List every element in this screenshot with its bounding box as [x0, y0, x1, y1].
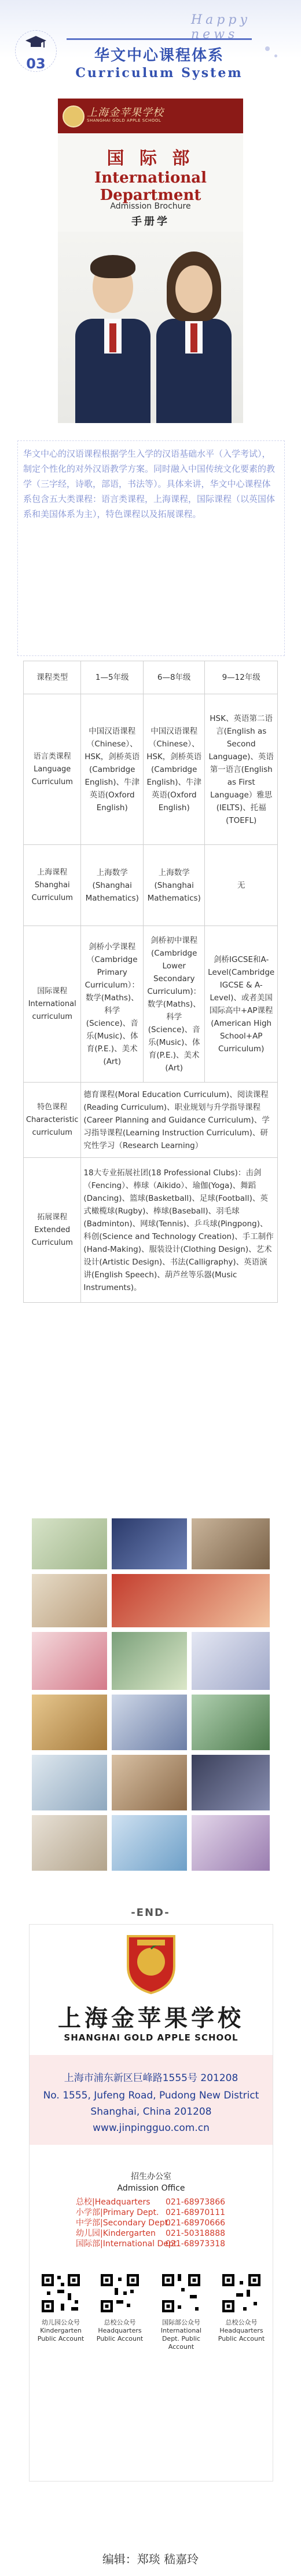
activity-photo [192, 1815, 270, 1871]
title-bar [67, 38, 252, 85]
section-number: 03 [26, 56, 46, 72]
qr-caption-en: Kindergarten Public Account [37, 2327, 85, 2342]
brochure-cover-image [58, 99, 243, 423]
cover-dept-en: International Department [94, 169, 207, 204]
qr-caption-en: Headquarters Public Account [96, 2327, 144, 2342]
contact-label: 总校|Headquarters [76, 2198, 150, 2207]
table-header-row [24, 661, 278, 694]
qr-caption [152, 2319, 210, 2351]
activity-photo [32, 1632, 107, 1690]
activity-photo [32, 1755, 107, 1810]
table-cell: 无 [205, 845, 278, 926]
table-cell-wide: 德育课程(Moral Education Curriculum)、阅读课程(Reading Curriculum)、职业规划与升学指导课程(Career Planning and Guidance Curriculum)、学习指导课程(Learning Instruction Curriculum)、研究性学习（Research Learning） [81, 1083, 278, 1158]
decor-dot [274, 54, 277, 57]
contact-row [76, 2239, 232, 2249]
activity-photo [192, 1518, 270, 1569]
activity-photo [192, 1755, 270, 1810]
contact-label: 国际部|International Dept. [76, 2239, 179, 2249]
table-row [24, 1158, 278, 1303]
activity-photo [32, 1695, 107, 1750]
graduation-cap-icon [24, 35, 47, 52]
table-cell: 上海数学(Shanghai Mathematics) [81, 845, 144, 926]
table-header: 课程类型 [24, 661, 81, 694]
cover-top-band [58, 99, 243, 133]
editor-credit: 编辑：郑琰 嵇嘉玲 [102, 2552, 199, 2566]
activity-photo [112, 1518, 187, 1569]
qr-caption [32, 2319, 90, 2343]
cover-dept-cn: 国 际 部 [107, 148, 194, 169]
school-emblem-icon [63, 105, 85, 127]
school-emblem-icon [122, 1932, 180, 1995]
activity-photo [32, 1518, 107, 1569]
contact-row [76, 2207, 232, 2218]
address-en-line1: No. 1555, Jufeng Road, Pudong New District [43, 2090, 259, 2101]
admission-office-en: Admission Office [117, 2184, 185, 2193]
table-cell: 中国汉语课程（Chinese）、HSK，剑桥英语(Cambridge English)、牛津英语(Oxford English) [144, 694, 205, 845]
contact-phone[interactable]: 021-68973318 [166, 2239, 226, 2249]
admission-office-cn: 招生办公室 [131, 2172, 171, 2181]
table-header: 1—5年级 [81, 661, 144, 694]
contact-phone[interactable]: 021-50318888 [166, 2229, 226, 2238]
qr-caption [91, 2319, 149, 2343]
contact-phone[interactable]: 021-68973866 [166, 2198, 226, 2207]
activity-photo [32, 1574, 107, 1627]
activity-photo [112, 1632, 187, 1690]
table-row [24, 694, 278, 845]
qr-caption-en: International Dept. Public Account [160, 2327, 202, 2351]
cover-brochure-label: Admission Brochure [110, 202, 191, 211]
activity-photo [192, 1695, 270, 1750]
table-row [24, 845, 278, 926]
row-label: 上海课程 Shanghai Curriculum [24, 845, 81, 926]
address-block [30, 2055, 273, 2145]
row-label: 特色课程 Characteristic curriculum [24, 1083, 81, 1158]
table-header: 6—8年级 [144, 661, 205, 694]
admission-office-label [30, 2171, 273, 2194]
qr-caption-cn: 国际部公众号 [162, 2319, 200, 2326]
table-cell-wide: 18大专业拓展社团(18 Professional Clubs)：击剑（Fencing）、棒球（Aikido）、瑜伽(Yoga)、舞蹈(Dancing)、篮球(Basketball)、足球(Football)、英式橄榄球(Rugby)、棒球(Baseball)、羽毛球(Badminton)、网球(Tennis)、乒乓球(Pingpong)、科创(Science and Technology Creation)、手工制作(Hand-Making)、服装设计(Clothing Design)、艺术设计(Artistic Design)、书法(Calligraphy)、英语演讲(English Speech)、葫芦丝等乐器(Music Instruments)。 [81, 1158, 278, 1303]
qr-code-icon[interactable] [160, 2272, 202, 2314]
contact-phone[interactable]: 021-68970666 [166, 2218, 226, 2228]
page-title-cn: 华文中心课程体系 [94, 47, 224, 64]
activity-photo [112, 1815, 187, 1871]
activity-photo [192, 1632, 270, 1690]
contact-row [76, 2197, 232, 2207]
contact-label: 中学部|Secondary Dept. [76, 2218, 171, 2228]
qr-caption [212, 2319, 270, 2343]
activity-photo [32, 1815, 107, 1871]
address-cn: 上海市浦东新区巨峰路1555号 201208 [64, 2072, 238, 2084]
table-row [24, 1083, 278, 1158]
activity-photo [112, 1695, 187, 1750]
contact-label: 小学部|Primary Dept. [76, 2208, 159, 2217]
website-link[interactable]: www.jinpingguo.com.cn [93, 2122, 210, 2134]
school-contact-card [29, 1924, 273, 2482]
qr-code-icon[interactable] [221, 2272, 262, 2314]
qr-code-icon[interactable] [99, 2272, 141, 2314]
end-marker: -END- [131, 1907, 170, 1919]
row-label: 国际课程 International curriculum [24, 926, 81, 1083]
row-label: 拓展课程 Extended Curriculum [24, 1158, 81, 1303]
intro-paragraph: 华文中心的汉语课程根据学生入学的汉语基础水平（入学考试），制定个性化的对外汉语教学方案。同时融入中国传统文化要素的教学（三字经，诗歌，部语，书法等）。具体来讲，华文中心课程体系包含五大类课程：语言类课程，上海课程，国际课程（以英国体系和美国体系为主），特色课程以及拓展课程。 [23, 449, 276, 519]
contact-row [76, 2218, 232, 2228]
page-title-en: Curriculum System [75, 65, 243, 81]
table-cell: 剑桥初中课程(Cambridge Lower Secondary Curriculum)：数学(Maths)、科学(Science)、音乐(Music)、体育(P.E.)、美术(Art) [144, 926, 205, 1083]
cover-guide-label: 手册学 [131, 216, 170, 228]
table-cell: 上海数学(Shanghai Mathematics) [144, 845, 205, 926]
students-photo [58, 232, 243, 423]
activity-photo [112, 1755, 187, 1810]
qr-caption-cn: 总校公众号 [225, 2319, 258, 2326]
contact-list [76, 2197, 232, 2249]
table-header: 9—12年级 [205, 661, 278, 694]
curriculum-table [23, 661, 278, 1303]
school-name-cn: 上海金苹果学校 [58, 2005, 244, 2032]
school-name-en: SHANGHAI GOLD APPLE SCHOOL [64, 2032, 238, 2043]
activity-photo [112, 1574, 270, 1627]
cover-school-name: 上海金苹果学校 [87, 107, 164, 119]
table-cell: 剑桥小学课程（Cambridge Primary Curriculum）：数学(Maths)、科学(Science)、音乐(Music)、体育(P.E.)、美术(Art) [81, 926, 144, 1083]
contact-phone[interactable]: 021-68970111 [166, 2208, 226, 2217]
decor-dot [265, 46, 270, 51]
contact-label: 幼儿园|Kindergarten [76, 2229, 156, 2238]
qr-caption-cn: 总校公众号 [104, 2319, 136, 2326]
section-number-badge [15, 30, 57, 72]
qr-code-icon[interactable] [40, 2272, 82, 2314]
cover-school-name-en: SHANGHAI GOLD APPLE SCHOOL [87, 118, 161, 123]
table-cell: 中国汉语课程（Chinese）、HSK，剑桥英语(Cambridge English)、牛津英语(Oxford English) [81, 694, 144, 845]
happy-news-label: Happy news [191, 13, 251, 42]
contact-row [76, 2228, 232, 2239]
table-cell: HSK、英语第二语言(English as Second Language)、英语第一语言(English as First Language）雅思(IELTS)、托福(TOEFL) [205, 694, 278, 845]
header [0, 0, 301, 81]
qr-caption-en: Headquarters Public Account [218, 2327, 265, 2342]
cover-body [58, 133, 243, 423]
row-label: 语言类课程 Language Curriculum [24, 694, 81, 845]
table-cell: 剑桥IGCSE和A-Level(Cambridge IGCSE & A-Level)、或者美国国际高中+AP课程(American High School+AP Curriculum) [205, 926, 278, 1083]
qr-caption-cn: 幼儿园公众号 [42, 2319, 80, 2326]
table-row [24, 926, 278, 1083]
address-en-line2: Shanghai, China 201208 [90, 2106, 212, 2118]
